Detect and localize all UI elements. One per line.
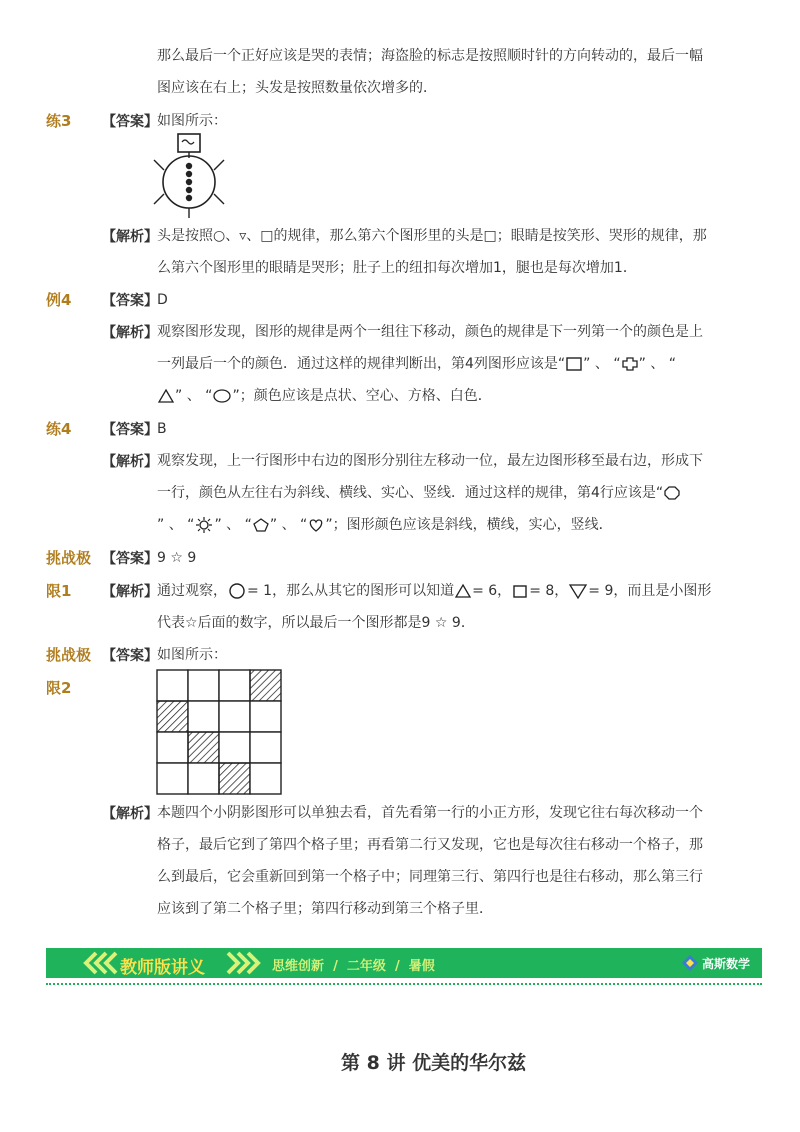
breadcrumb-grade: 二年级 <box>346 959 386 974</box>
gauss-logo-icon <box>680 953 700 973</box>
answer-text: 如图所示： <box>157 113 227 129</box>
cross-square-shape-icon <box>621 356 639 372</box>
robot-arm <box>154 194 164 204</box>
intro-line-1: 那么最后一个正好应该是哭的表情；海盗脸的标志是按照顺时针的方向转动的，最后一幅 <box>157 48 703 64</box>
footer-logo-text: 高斯数学 <box>702 957 751 971</box>
analysis-tag: 【解析】 <box>102 584 158 600</box>
triangle-shape-icon <box>454 583 472 599</box>
robot-button <box>186 179 192 185</box>
analysis-line-2: 代表☆后面的数字，所以最后一个图形都是9 ☆ 9． <box>157 615 475 631</box>
footer-banner <box>46 948 762 978</box>
robot-button <box>186 171 192 177</box>
section-label-lian3: 练3 <box>46 112 72 130</box>
circle-shape-icon <box>227 582 247 600</box>
down-triangle-shape-icon <box>568 583 588 599</box>
analysis-tag: 【解析】 <box>102 806 158 822</box>
grid-cell-shaded <box>157 701 188 732</box>
figure-robot <box>150 130 230 220</box>
grid-cell <box>188 670 219 701</box>
grid-cell <box>219 670 250 701</box>
robot-arm <box>214 194 224 204</box>
grid-cell <box>157 670 188 701</box>
answer-tag: 【答案】 <box>102 551 158 567</box>
grid-cell-shaded <box>250 670 281 701</box>
answer-tag: 【答案】 <box>102 114 158 130</box>
breadcrumb-term: 暑假 <box>408 959 435 974</box>
answer-text: B <box>157 421 167 437</box>
analysis-line-1: 头是按照○、▿、□的规律，那么第六个图形里的头是□；眼睛是按笑形、哭形的规律，那 <box>157 228 707 244</box>
analysis-line-3: ” 、 “ ” 、 “ ” 、 “ ”；图形颜色应该是斜线，横线，实心，竖线． <box>157 517 613 533</box>
square-shape-icon <box>565 356 583 372</box>
grid-cell <box>250 763 281 794</box>
section-label-lian4: 练4 <box>46 420 72 438</box>
analysis-line-3: ” 、 “ ”；颜色应该是点状、空心、方格、白色． <box>157 386 492 406</box>
footer-brand: 教师版讲义 <box>120 958 205 978</box>
analysis-line-1: 通过观察， = 1，那么从其它的图形可以知道 = 6， = 8， = 9，而且是小图形 <box>157 583 712 599</box>
answer-text: D <box>157 292 168 308</box>
analysis-line-2: 么第六个图形里的眼睛是哭形；肚子上的纽扣每次增加1，腿也是每次增加1． <box>157 260 637 276</box>
footer-dotted-divider <box>46 983 762 985</box>
sun-shape-icon <box>194 516 214 534</box>
grid-cell <box>219 701 250 732</box>
section-label-challenge1-b: 限1 <box>46 582 72 600</box>
grid-cell <box>188 701 219 732</box>
analysis-tag: 【解析】 <box>102 454 158 470</box>
grid-cell <box>250 701 281 732</box>
grid-cell-shaded <box>188 732 219 763</box>
analysis-tag: 【解析】 <box>102 325 158 341</box>
analysis-line-1: 观察发现，上一行图形中右边的图形分别往左移动一位，最左边图形移至最右边，形成下 <box>157 453 703 469</box>
answer-tag: 【答案】 <box>102 648 158 664</box>
robot-arm <box>214 160 224 170</box>
section-label-challenge1-a: 挑战极 <box>46 549 92 567</box>
answer-tag: 【答案】 <box>102 293 158 309</box>
analysis-text: 一列最后一个的颜色．通过这样的规律判断出，第4列图形应该是 <box>157 356 558 372</box>
robot-button <box>186 163 192 169</box>
analysis-tag: 【解析】 <box>102 229 158 245</box>
grid-cell <box>188 763 219 794</box>
triangle-shape-icon <box>157 388 175 404</box>
robot-eyes <box>182 140 194 144</box>
heart-shape-icon <box>307 517 325 533</box>
section-label-li4: 例4 <box>46 291 72 309</box>
analysis-line-1: 本题四个小阴影图形可以单独去看，首先看第一行的小正方形，发现它往右每次移动一个 <box>157 805 703 821</box>
grid-cell-shaded <box>219 763 250 794</box>
next-lecture-title: 第 8 讲 优美的华尔兹 <box>341 1052 527 1074</box>
pentagon-shape-icon <box>252 517 270 533</box>
answer-text: 如图所示： <box>157 647 227 663</box>
intro-line-2: 图应该在右上；头发是按照数量依次增多的． <box>157 80 437 96</box>
robot-button <box>186 187 192 193</box>
answer-tag: 【答案】 <box>102 422 158 438</box>
chevron-left-icon <box>82 951 122 975</box>
square-shape-icon <box>511 583 529 599</box>
ellipse-shape-icon <box>212 388 232 404</box>
robot-arm <box>154 160 164 170</box>
section-label-challenge2-a: 挑战极 <box>46 646 92 664</box>
breadcrumb-subject: 思维创新 <box>272 959 325 974</box>
analysis-line-2: 一列最后一个的颜色．通过这样的规律判断出，第4列图形应该是“ ” 、 “ ” 、 “ <box>157 356 677 372</box>
chevron-right-icon <box>224 951 264 975</box>
analysis-line-4: 应该到了第二个格子里；第四行移动到第三个格子里． <box>157 901 493 917</box>
octagon-shape-icon <box>663 485 681 501</box>
analysis-line-2: 一行，颜色从左往右为斜线、横线、实心、竖线．通过这样的规律，第4行应该是“ <box>157 483 681 503</box>
analysis-line-2: 格子，最后它到了第四个格子里；再看第二行又发现，它也是每次往右移动一个格子，那 <box>157 837 703 853</box>
grid-cell <box>250 732 281 763</box>
grid-cell <box>219 732 250 763</box>
section-label-challenge2-b: 限2 <box>46 679 72 697</box>
grid-cell <box>157 763 188 794</box>
robot-button <box>186 195 192 201</box>
answer-text: 9 ☆ 9 <box>157 550 197 566</box>
grid-cell <box>157 732 188 763</box>
analysis-line-3: 么到最后，它会重新回到第一个格子中；同理第三行、第四行也是往右移动，那么第三行 <box>157 869 703 885</box>
grid-figure <box>156 669 282 795</box>
footer-breadcrumb: 思维创新 / 二年级 / 暑假 <box>272 959 435 974</box>
analysis-line-1: 观察图形发现，图形的规律是两个一组往下移动，颜色的规律是下一列第一个的颜色是上 <box>157 324 703 340</box>
